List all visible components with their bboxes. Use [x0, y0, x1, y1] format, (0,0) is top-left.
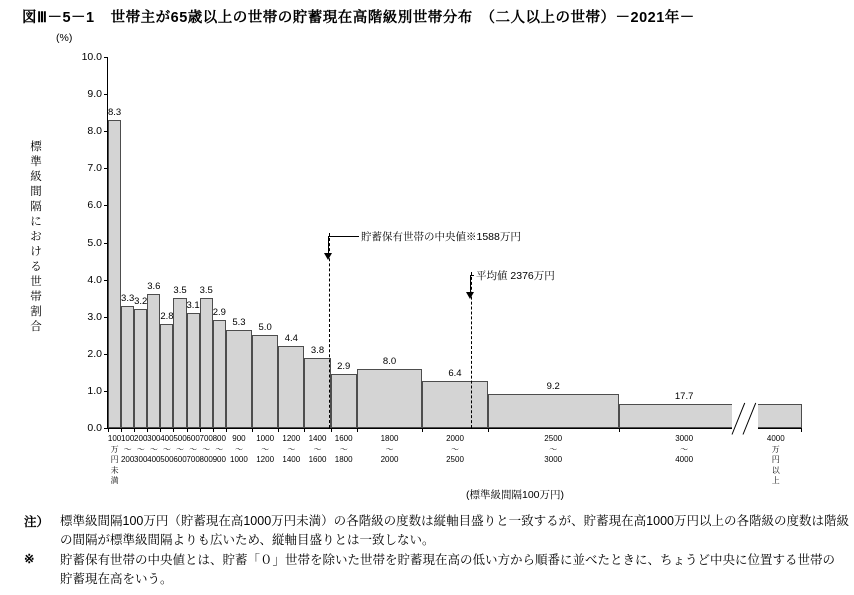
- note-label: 注）: [24, 515, 50, 529]
- x-axis-tick-mark: [134, 428, 135, 432]
- x-axis-tick-mark: [422, 428, 423, 432]
- y-axis-label: 標準級間隔における世帯割合: [30, 141, 42, 333]
- y-axis-tick-mark: [104, 428, 108, 429]
- bar: [108, 120, 121, 428]
- x-axis-tick-mark: [226, 428, 227, 432]
- y-axis-unit: (%): [56, 32, 73, 44]
- reference-label: ※: [24, 552, 35, 566]
- x-axis-tick-mark: [278, 428, 279, 432]
- x-axis-bin-label: 2000 ～ 2500: [446, 434, 464, 464]
- x-axis-caption: (標準級間隔100万円): [466, 489, 565, 501]
- x-axis-bin-label: 400 ～ 500: [160, 434, 174, 464]
- x-axis-tick-mark: [121, 428, 122, 432]
- bar: [134, 309, 147, 428]
- bar: [121, 306, 134, 428]
- bar-value-label: 5.3: [232, 316, 246, 328]
- bar: [173, 298, 186, 428]
- y-axis-tick-label: 5.0: [87, 236, 102, 249]
- x-axis-bin-label: 500 ～ 600: [173, 434, 187, 464]
- y-axis-tick-mark: [104, 205, 108, 206]
- x-axis-bin-label: 3000 ～ 4000: [675, 434, 694, 464]
- x-axis-tick-mark: [619, 428, 620, 432]
- bar: [422, 381, 487, 428]
- y-axis-tick-mark: [104, 243, 108, 244]
- y-axis-tick-label: 8.0: [87, 125, 102, 138]
- figure-number: 図Ⅲ－5－1: [22, 10, 95, 26]
- x-axis-bin-label: 1200 ～ 1400: [282, 434, 301, 464]
- x-axis-tick-mark: [160, 428, 161, 432]
- bar: [187, 313, 200, 428]
- y-axis-tick-label: 4.0: [87, 273, 102, 286]
- x-axis-bin-label: 300 ～ 400: [147, 434, 161, 464]
- median-leader-vertical: [328, 236, 329, 254]
- bar-value-label: 2.9: [212, 307, 226, 319]
- bar-value-label: 8.3: [107, 107, 122, 119]
- x-axis-bin-label: 600 ～ 700: [186, 434, 200, 464]
- bar: [213, 320, 226, 428]
- bar-value-label: 17.7: [674, 390, 694, 402]
- x-axis-bin-label: 2500 ～ 3000: [544, 434, 563, 464]
- y-axis-tick-mark: [104, 168, 108, 169]
- y-axis-tick-mark: [104, 354, 108, 355]
- mean-leader-vertical: [470, 275, 471, 293]
- x-axis-tick-mark: [252, 428, 253, 432]
- x-axis-bin-label: 100 ～ 200: [120, 434, 135, 464]
- x-axis-tick-mark: [801, 428, 802, 432]
- y-axis-tick-mark: [104, 280, 108, 281]
- x-axis-tick-mark: [147, 428, 148, 432]
- x-axis-tick-mark: [108, 428, 109, 432]
- y-axis-tick-mark: [104, 391, 108, 392]
- bar-value-label: 9.2: [546, 380, 560, 392]
- mean-arrow-icon: [466, 292, 474, 299]
- x-axis-tick-mark: [187, 428, 188, 432]
- bar-value-label: 6.4: [448, 367, 462, 379]
- bar: [488, 394, 619, 428]
- x-axis-tick-mark: [200, 428, 201, 432]
- x-axis-bin-label: 900 ～ 1000: [230, 434, 248, 464]
- reference-text: 貯蓄保有世帯の中央値とは、貯蓄「０」世帯を除いた世帯を貯蓄現在高の低い方から順番に並べたときに、ちょうど中央に位置する世帯の貯蓄現在高をいう。: [60, 553, 836, 586]
- y-axis-tick-label: 0.0: [87, 422, 102, 434]
- y-axis-tick-mark: [104, 57, 108, 58]
- y-axis-tick-label: 1.0: [87, 384, 102, 397]
- mean-annotation-label: 平均値 2376万円: [476, 270, 555, 282]
- x-axis-bin-label: 1800 ～ 2000: [380, 434, 399, 464]
- bar-value-label: 3.5: [199, 285, 213, 297]
- y-axis-tick-label: 9.0: [87, 88, 102, 101]
- bar: [357, 369, 422, 428]
- y-axis-tick-label: 2.0: [87, 347, 102, 360]
- y-axis-tick-mark: [104, 131, 108, 132]
- x-axis-bin-label: 200 ～ 300: [134, 434, 148, 464]
- x-axis-bin-label: 1400 ～ 1600: [308, 434, 327, 464]
- y-axis-tick-mark: [104, 317, 108, 318]
- median-leader-line: [328, 236, 359, 237]
- bar-value-label: 3.2: [134, 296, 148, 308]
- bar-value-label: 5.0: [258, 322, 272, 334]
- bar-value-label: 2.8: [160, 311, 174, 323]
- bar: [331, 374, 357, 428]
- bar: [226, 330, 252, 428]
- x-axis-tick-mark: [173, 428, 174, 432]
- x-axis-bin-label: 1600 ～ 1800: [334, 434, 353, 464]
- x-axis-bin-label: 700 ～ 800: [199, 434, 213, 464]
- x-axis-tick-mark: [304, 428, 305, 432]
- y-axis-tick-label: 3.0: [87, 310, 102, 323]
- bar-value-label: 8.0: [382, 355, 397, 367]
- figure-title-text: 世帯主が65歳以上の世帯の貯蓄現在高階級別世帯分布 （二人以上の世帯）－2021年－: [110, 10, 695, 26]
- y-axis-tick-label: 6.0: [87, 199, 102, 212]
- y-axis-tick-label: 10.0: [81, 51, 102, 63]
- y-axis-tick-mark: [104, 94, 108, 95]
- x-axis-bin-label: 1000 ～ 1200: [256, 434, 275, 464]
- bar-value-label: 3.3: [121, 292, 135, 304]
- x-axis-tick-mark: [488, 428, 489, 432]
- x-axis-bin-label: 100 万 円 未 満: [107, 434, 122, 485]
- bar-value-label: 3.8: [310, 344, 325, 356]
- median-annotation-label: 貯蓄保有世帯の中央値※1588万円: [361, 231, 521, 243]
- x-axis-tick-mark: [213, 428, 214, 432]
- bar: [619, 404, 750, 428]
- y-axis-tick-label: 7.0: [87, 162, 102, 175]
- bar: [278, 346, 304, 428]
- x-axis-bin-label: 800 ～ 900: [212, 434, 226, 464]
- bar-value-label: 3.5: [173, 285, 187, 297]
- bar-value-label: 3.6: [147, 281, 161, 293]
- bar: [160, 324, 173, 428]
- page-title: [22, 6, 695, 27]
- note-text: 標準級間隔100万円（貯蓄現在高1000万円未満）の各階級の度数は縦軸目盛りと一致するが、貯蓄現在高1000万円以上の各階級の度数は階級の間隔が標準級間隔よりも広いため、縦軸目盛りとは一致しない。: [60, 514, 849, 547]
- x-axis-tick-mark: [331, 428, 332, 432]
- median-marker-line: [329, 233, 330, 428]
- x-axis-bin-label: 4000 万 円 以 上: [766, 434, 785, 485]
- bar: [252, 335, 278, 428]
- x-axis-tick-mark: [357, 428, 358, 432]
- bar-value-label: 4.4: [284, 333, 298, 345]
- bar-value-label: 3.1: [186, 299, 200, 311]
- median-arrow-icon: [324, 253, 332, 260]
- bar-value-label: 2.9: [337, 361, 351, 373]
